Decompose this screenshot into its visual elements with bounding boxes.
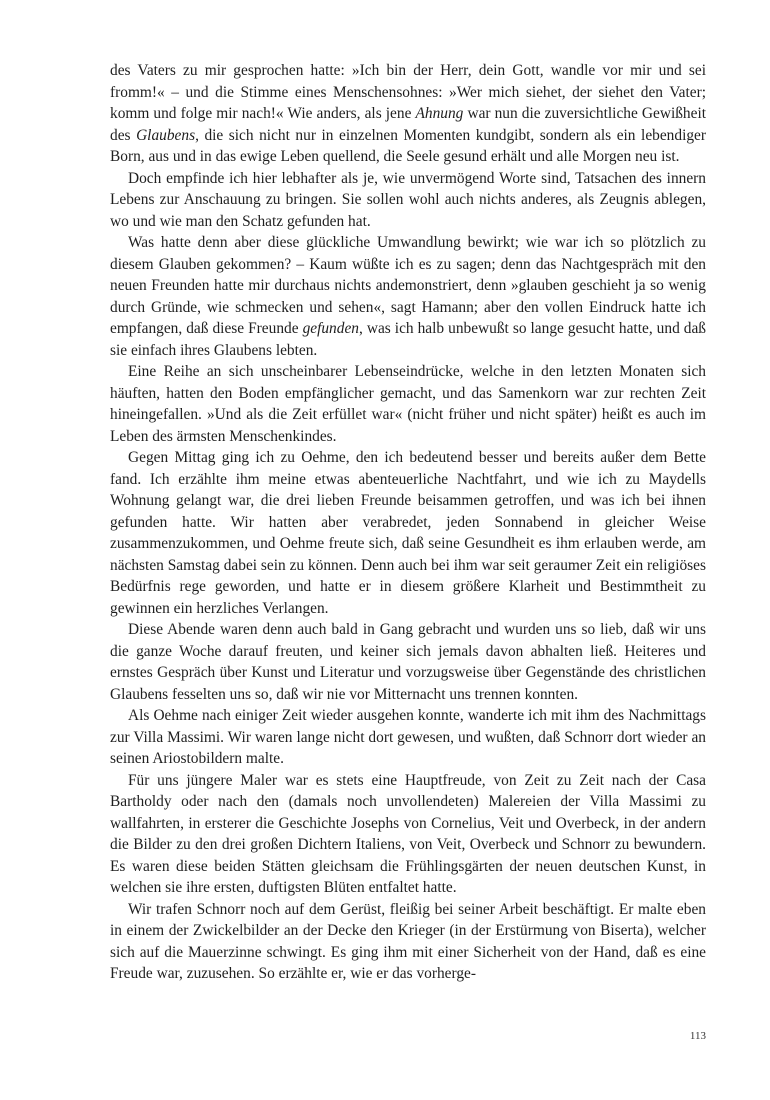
text-run: Eine Reihe an sich unscheinbarer Lebenseindrücke, welche in den letzten Monaten sich häuften, hatten den Boden empfänglicher gemacht, und das Samenkorn war zur rechten Zeit hineingefallen. »Und als die Zeit erfüllet war« (nicht früher und nicht später) heißt es auch im Leben des ärmsten Menschenkindes. (110, 363, 706, 445)
paragraph-2 (110, 168, 706, 233)
text-run: war nun die zuversichtliche Gewißheit des (110, 105, 706, 144)
text-run: Diese Abende waren denn auch bald in Gang gebracht und wurden uns so lieb, daß wir uns die ganze Woche darauf freuten, und keiner sich jemals davon abhalten ließ. Heiteres und ernstes Gespräch über Kunst und Literatur und vorzugsweise über Gegenstände des christlichen Glaubens fesselten uns so, daß wir nie vor Mitternacht uns trennen konnten. (110, 621, 706, 703)
text-run: , die sich nicht nur in einzelnen Momenten kundgibt, sondern als ein lebendiger Born, aus und in das ewige Leben quellend, die Seele gesund erhält und alle Morgen neu ist. (110, 126, 706, 165)
page-number: 113 (689, 1030, 706, 1042)
text-run: Als Oehme nach einiger Zeit wieder ausgehen konnte, wanderte ich mit ihm des Nachmittags zur Villa Massimi. Wir waren lange nicht dort gewesen, und wußten, daß Schnorr dort wieder an seinen Ariostobildern malte. (110, 707, 706, 767)
paragraph-9 (110, 899, 706, 985)
text-run: des Vaters zu mir gesprochen hatte: »Ich bin der Herr, dein Gott, wandle vor mir und sei fromm!« – und die Stimme eines Menschensohnes: »Wer mich siehet, der siehet den Vater; komm und folge mir nach!« Wie anders, als jene (110, 62, 706, 122)
page-body (110, 60, 706, 985)
paragraph-6 (110, 619, 706, 705)
paragraph-3 (110, 232, 706, 361)
paragraph-1 (110, 60, 706, 168)
text-run: Für uns jüngere Maler war es stets eine Hauptfreude, von Zeit zu Zeit nach der Casa Bartholdy oder nach den (damals noch unvollendeten) Malereien der Villa Massimi zu wallfahrten, in ersterer die Geschichte Josephs von Cornelius, Veit und Overbeck, in der andern die Bilder zu den drei großen Dichtern Italiens, von Veit, Overbeck und Schnorr zu bewundern. Es waren diese beiden Stätten gleichsam die Frühlingsgärten der neuen deutschen Kunst, in welchen sie ihre ersten, duftigsten Blüten entfaltet hatte. (110, 771, 706, 896)
italic-term-glaubens: Glaubens (136, 126, 196, 144)
italic-term-gefunden: gefunden (302, 320, 359, 337)
text-run: Wir trafen Schnorr noch auf dem Gerüst, fleißig bei seiner Arbeit beschäftigt. Er malte eben in einem der Zwickelbilder an der Decke den Krieger (in der Erstürmung von Biserta), welcher sich auf die Mauerzinne schwingt. Es ging ihm mit einer Sicherheit von der Hand, daß es eine Freude war, zuzusehen. So erzählte er, wie er das vorherge- (110, 900, 706, 982)
paragraph-8 (110, 770, 706, 899)
text-run: , was ich halb unbewußt so lange gesucht hatte, und daß sie einfach ihres Glaubens lebten. (110, 320, 706, 359)
italic-term-ahnung: Ahnung (415, 105, 464, 122)
text-run: Gegen Mittag ging ich zu Oehme, den ich bedeutend besser und bereits außer dem Bette fand. Ich erzählte ihm meine etwas abenteuerliche Nachtfahrt, und wie ich zu Maydells Wohnung gelangt war, die drei lieben Freunde beisammen getroffen, und was ich bei ihnen gefunden hatte. Wir hatten aber verabredet, jeden Sonnabend in gleicher Weise zusammenzukommen, und Oehme freute sich, daß seine Gesundheit es ihm erlauben werde, am nächsten Samstag dabei sein zu können. Denn auch bei ihm war seit geraumer Zeit ein religiöses Bedürfnis rege geworden, und hatte er in diesem größere Klarheit und Bestimmtheit zu gewinnen ein herzliches Verlangen. (110, 449, 706, 617)
paragraph-5 (110, 447, 706, 619)
paragraph-4 (110, 361, 706, 447)
text-run: Doch empfinde ich hier lebhafter als je, wie unvermögend Worte sind, Tatsachen des innern Lebens zur Anschauung zu bringen. Sie sollen wohl auch nichts anderes, als Zeugnis ablegen, wo und wie man den Schatz gefunden hat. (110, 169, 706, 230)
text-run: Was hatte denn aber diese glückliche Umwandlung bewirkt; wie war ich so plötzlich zu diesem Glauben gekommen? – Kaum wüßte ich es zu sagen; denn das Nachtgespräch mit den neuen Freunden hatte mir durchaus nichts andemonstriert, denn »glauben geschieht ja so wenig durch Gründe, wie schmecken und sehen«, sagt Hamann; aber den vollen Eindruck hatte ich empfangen, daß diese Freunde (110, 234, 706, 337)
paragraph-7 (110, 705, 706, 770)
